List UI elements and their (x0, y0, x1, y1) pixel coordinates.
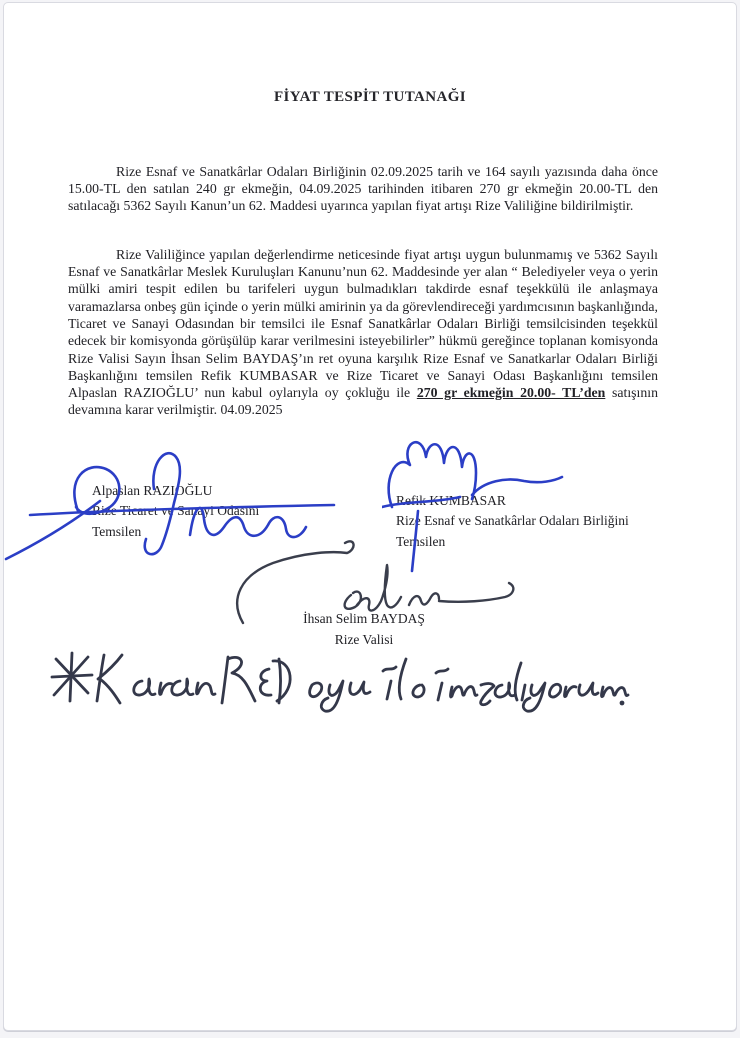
paragraph-text-part2: satışının devamına karar verilmiştir. 04.09.2025 (68, 385, 658, 418)
signatory-name: Alpaslan RAZIOĞLU (92, 483, 213, 498)
scanned-document-page (3, 2, 737, 1031)
signatory-block-kumbasar (396, 491, 629, 552)
document-title: FİYAT TESPİT TUTANAĞI (273, 89, 467, 105)
paragraph-price-notification (68, 163, 658, 215)
signatory-organization: Rize Ticaret ve Sanayi Odasını (92, 503, 260, 519)
signatory-block-baydas (254, 608, 474, 650)
paragraph-text: Rize Esnaf ve Sanatkârlar Odaları Birliğinin 02.09.2025 tarih ve 164 sayılı yazısında daha önce 15.00-TL den satılan 240 gr ekmeğin, 04.09.2025 tarihinden itibaren 270 gr ekmeğin 20.00-TL den satılacağı 5362 Sayılı Kanun’un 62. Maddesi uyarınca yapılan fiyat artışı Rize Valiliğine bildirilmiştir. (68, 163, 658, 214)
signatory-organization: Rize Esnaf ve Sanatkârlar Odaları Birliğini (396, 513, 629, 529)
signatory-role: Temsilen (92, 523, 142, 539)
signatory-name: İhsan Selim BAYDAŞ (303, 611, 425, 626)
signatory-block-razioglu (92, 481, 259, 542)
signatory-role: Temsilen (396, 533, 446, 549)
signatory-name: Refik KUMBASAR (396, 493, 506, 508)
signatory-role: Rize Valisi (334, 632, 394, 647)
handwritten-note-text (4, 3, 5, 4)
handwritten-note-strokes (50, 645, 630, 719)
paragraph-commission-decision (68, 246, 658, 419)
paragraph-text-part1: Rize Valiliğince yapılan değerlendirme neticesinde fiyat artışı uygun bulunmamış ve 5362 Sayılı Esnaf ve Sanatkârlar Meslek Kuruluşları Kanunu’nun 62. Maddesinde yer alan “ Belediyeler veya o yerin mülki amiri tespit edilen bu tarifeleri uygun bulmadıkları takdirde esnaf teşekkülü ile anlaşmaya varamazlarsa onbeş gün içinde o yerin mülki amirinin ya da görevlendireceği yardımcısının başkanlığında, Ticaret ve Sanayi Odasından bir temsilci ile Esnaf Sanatkârlar Odaları Birliği temsilcisinden teşekkül edecek bir komisyonda görüşülüp karar verilmesini isteyebilirler” hükmü gereğince toplanan komisyonda Rize Valisi Sayın İhsan Selim BAYDAŞ’ın ret oyuna karşılık Rize Esnaf ve Sanatkarlar Odaları Birliği Başkanlığını temsilen Refik KUMBASAR ve Rize Ticaret ve Sanayi Odası Başkanlığını temsilen Alpaslan RAZIOĞLU’ nun kabul oylarıyla oy çokluğu ile (68, 246, 658, 401)
highlighted-price-decision: 270 gr ekmeğin 20.00- TL’den (416, 385, 606, 401)
